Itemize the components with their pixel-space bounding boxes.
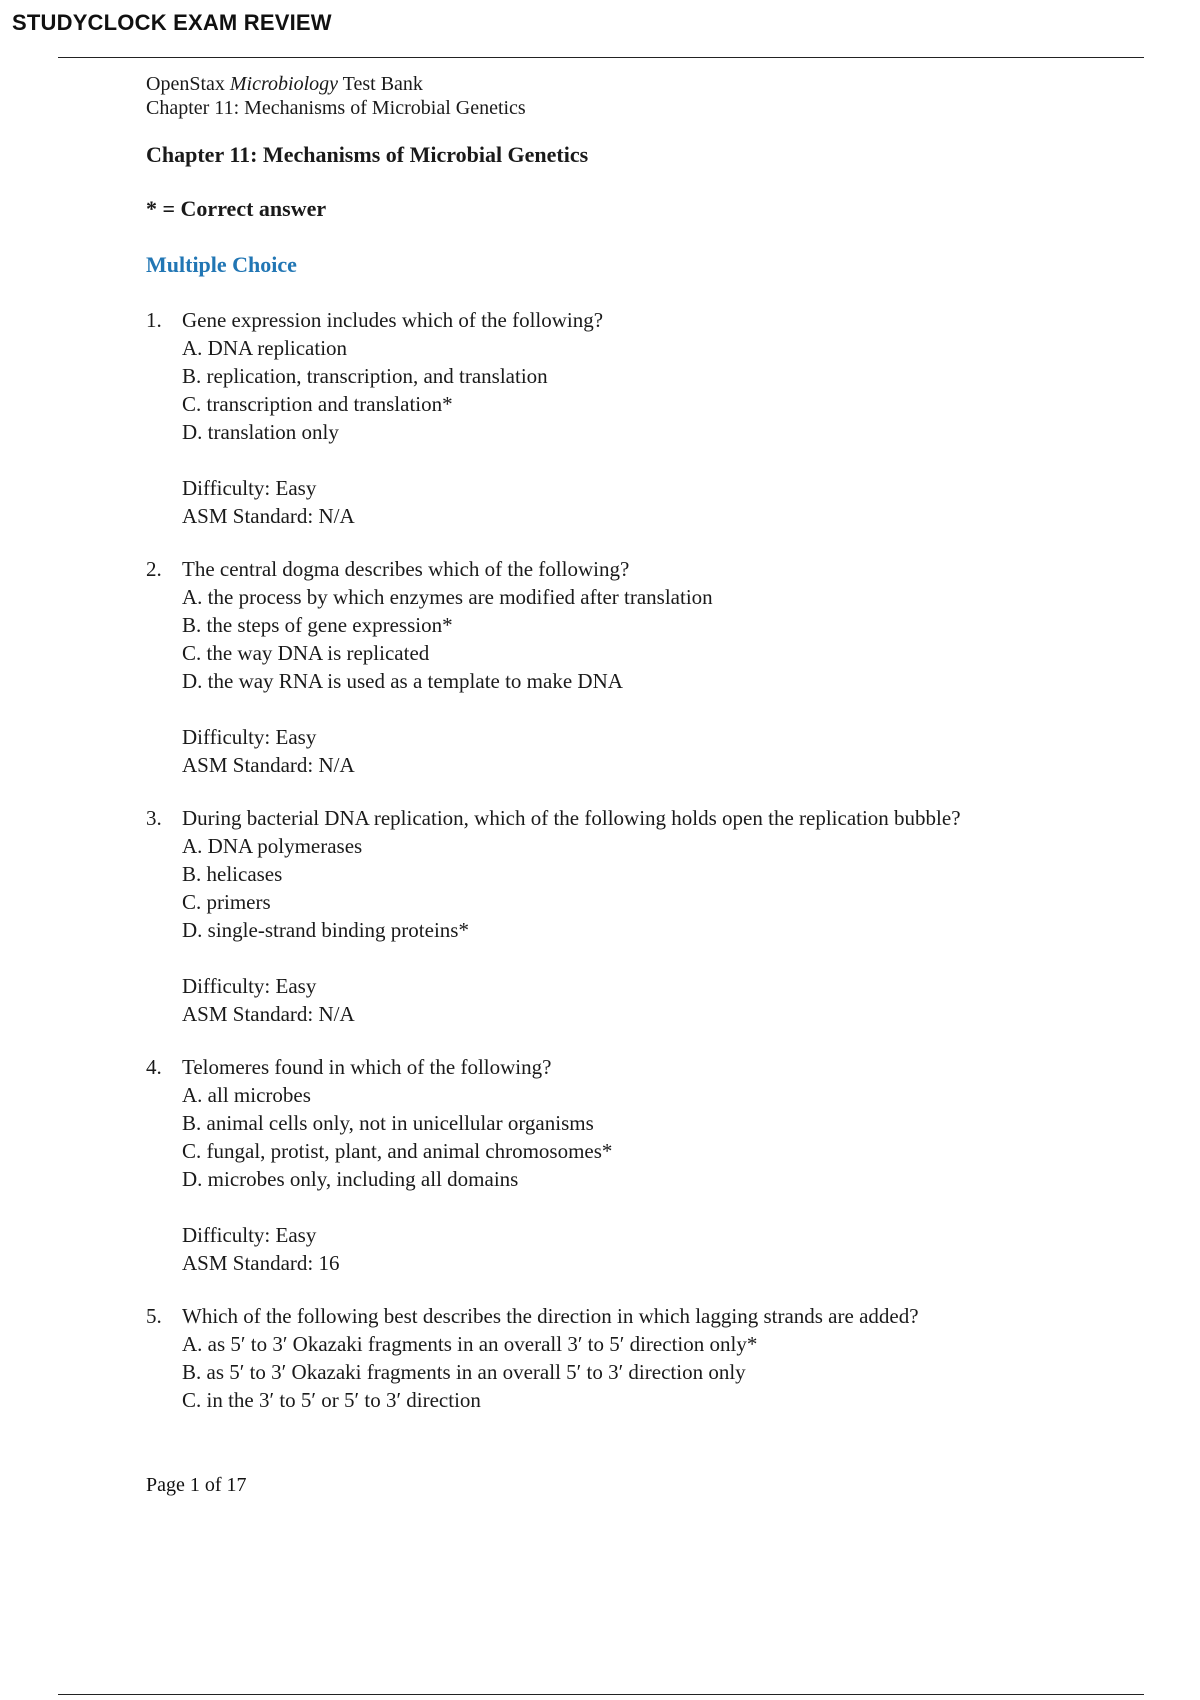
question-number: 3. bbox=[146, 806, 162, 830]
option-b: B. helicases bbox=[182, 862, 283, 886]
option-b: B. the steps of gene expression* bbox=[182, 613, 453, 637]
question-list bbox=[146, 306, 1146, 1414]
option-c: C. the way DNA is replicated bbox=[182, 641, 430, 665]
asm-standard: ASM Standard: N/A bbox=[182, 1002, 355, 1026]
question-text: Gene expression includes which of the following? bbox=[182, 308, 604, 332]
question-text: The central dogma describes which of the following? bbox=[182, 557, 630, 581]
asm-standard: ASM Standard: 16 bbox=[182, 1251, 340, 1275]
chapter-line: Chapter 11: Mechanisms of Microbial Genetics bbox=[146, 97, 526, 119]
question-number: 5. bbox=[146, 1304, 162, 1328]
option-b: B. replication, transcription, and translation bbox=[182, 364, 548, 388]
header-rule bbox=[58, 57, 1144, 58]
question-1 bbox=[146, 306, 1146, 530]
difficulty: Difficulty: Easy bbox=[182, 974, 317, 998]
question-text: During bacterial DNA replication, which of the following holds open the replication bubble? bbox=[182, 806, 961, 830]
brand-header: STUDYCLOCK EXAM REVIEW bbox=[12, 10, 332, 35]
difficulty: Difficulty: Easy bbox=[182, 725, 317, 749]
page-number: Page 1 of 17 bbox=[146, 1474, 247, 1496]
question-number: 4. bbox=[146, 1055, 162, 1079]
option-a: A. DNA replication bbox=[182, 336, 348, 360]
question-2 bbox=[146, 555, 1146, 779]
option-c: C. transcription and translation* bbox=[182, 392, 453, 416]
question-text: Which of the following best describes the direction in which lagging strands are added? bbox=[182, 1304, 919, 1328]
answer-key-note: * = Correct answer bbox=[146, 196, 327, 221]
section-title: Multiple Choice bbox=[146, 252, 297, 277]
option-c: C. in the 3′ to 5′ or 5′ to 3′ direction bbox=[182, 1388, 481, 1412]
asm-standard: ASM Standard: N/A bbox=[182, 753, 355, 777]
option-b: B. as 5′ to 3′ Okazaki fragments in an overall 5′ to 3′ direction only bbox=[182, 1360, 746, 1384]
asm-standard: ASM Standard: N/A bbox=[182, 504, 355, 528]
option-a: A. all microbes bbox=[182, 1083, 311, 1107]
question-5 bbox=[146, 1302, 1146, 1414]
option-a: A. as 5′ to 3′ Okazaki fragments in an overall 3′ to 5′ direction only* bbox=[182, 1332, 758, 1356]
option-a: A. DNA polymerases bbox=[182, 834, 363, 858]
book-title-italic: Microbiology bbox=[229, 73, 339, 95]
question-4 bbox=[146, 1053, 1146, 1277]
chapter-title: Chapter 11: Mechanisms of Microbial Genetics bbox=[146, 142, 589, 167]
option-d: D. microbes only, including all domains bbox=[182, 1167, 519, 1191]
option-d: D. the way RNA is used as a template to make DNA bbox=[182, 669, 623, 693]
question-3 bbox=[146, 804, 1146, 1028]
option-d: D. single-strand binding proteins* bbox=[182, 918, 469, 942]
document-body bbox=[146, 72, 1146, 1439]
option-b: B. animal cells only, not in unicellular organisms bbox=[182, 1111, 594, 1135]
difficulty: Difficulty: Easy bbox=[182, 476, 317, 500]
book-title-line: OpenStax Microbiology Test Bank bbox=[146, 73, 423, 95]
question-number: 2. bbox=[146, 557, 162, 581]
question-number: 1. bbox=[146, 308, 162, 332]
question-text: Telomeres found in which of the following? bbox=[182, 1055, 552, 1079]
difficulty: Difficulty: Easy bbox=[182, 1223, 317, 1247]
option-c: C. fungal, protist, plant, and animal chromosomes* bbox=[182, 1139, 613, 1163]
option-c: C. primers bbox=[182, 890, 271, 914]
option-d: D. translation only bbox=[182, 420, 339, 444]
footer-rule bbox=[58, 1694, 1144, 1695]
option-a: A. the process by which enzymes are modified after translation bbox=[182, 585, 713, 609]
